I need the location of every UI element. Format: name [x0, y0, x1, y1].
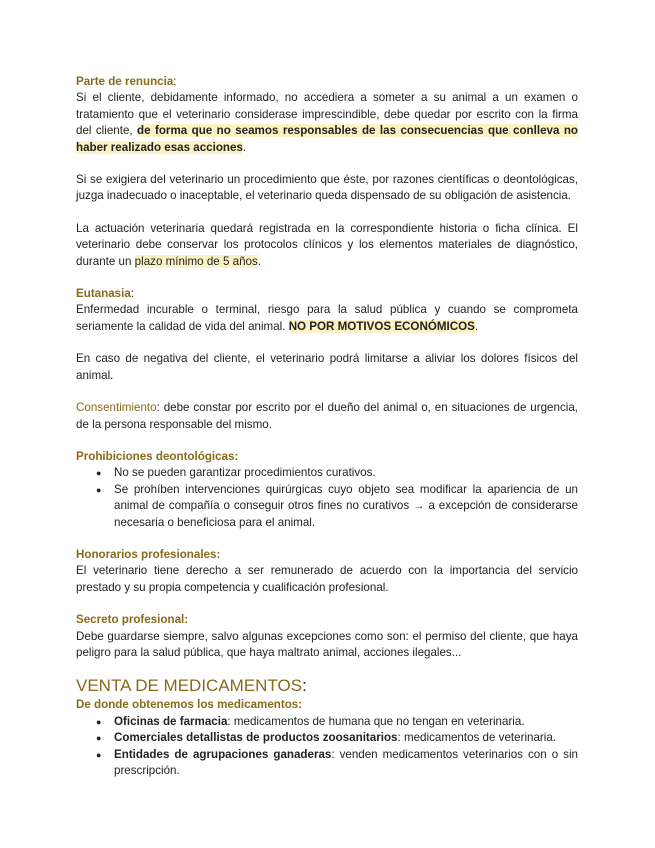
venta-list: [76, 714, 578, 780]
venta-title: VENTA DE MEDICAMENTOS:: [76, 676, 307, 696]
eutanasia-heading: Eutanasia:: [76, 287, 135, 301]
venta-subheading: De donde obtenemos los medicamentos:: [76, 698, 303, 712]
renuncia-paragraph-3: La actuación veterinaria quedará registrada en la correspondiente historia o ficha clínica. El veterinario debe conservar los protocolos clínicos y los elementos materiales de diagnóstico, durante un plazo mínimo de 5 años.: [76, 221, 578, 268]
eutanasia-paragraph-2: En caso de negativa del cliente, el veterinario podrá limitarse a aliviar los dolores físicos del animal.: [76, 352, 578, 382]
document-page: [76, 74, 578, 779]
list-item: ● Comerciales detallistas de productos zoosanitarios: medicamentos de veterinaria.: [96, 731, 557, 745]
renuncia-paragraph-2: Si se exigiera del veterinario un procedimiento que éste, por razones científicas o deontológicas, juzga inadecuado o inaceptable, el veterinario queda dispensado de su obligación de asistencia.: [76, 173, 578, 203]
consentimiento-paragraph: Consentimiento: debe constar por escrito por el dueño del animal o, en situaciones de urgencia, de la persona responsable del mismo.: [76, 401, 578, 431]
eutanasia-paragraph-1: Enfermedad incurable o terminal, riesgo para la salud pública y cuando se comprometa seriamente la calidad de vida del animal. NO POR MOTIVOS ECONÓMICOS.: [76, 303, 578, 333]
honorarios-heading: Honorarios profesionales:: [76, 547, 221, 561]
plazo-highlight: plazo mínimo de 5 años: [134, 254, 258, 268]
prohibiciones-list: [76, 465, 578, 531]
prohibiciones-heading: Prohibiciones deontológicas:: [76, 449, 239, 463]
eutanasia-highlight: NO POR MOTIVOS ECONÓMICOS: [288, 319, 475, 333]
list-item: ● No se pueden garantizar procedimientos curativos.: [96, 466, 376, 480]
list-item: ● Entidades de agrupaciones ganaderas: venden medicamentos veterinarios con o sin prescripción.: [96, 747, 578, 777]
list-item: ● Se prohíben intervenciones quirúrgicas cuyo objeto sea modificar la apariencia de un animal de compañía o conseguir otros fines no curativos → a excepción de considerarse necesaria o beneficiosa para el animal.: [96, 482, 578, 529]
secreto-heading: Secreto profesional:: [76, 613, 189, 627]
renuncia-highlight: de forma que no seamos responsables de las consecuencias que conlleva no haber realizado esas acciones: [76, 124, 578, 154]
list-item: ● Oficinas de farmacia: medicamentos de humana que no tengan en veterinaria.: [96, 714, 525, 728]
honorarios-paragraph: El veterinario tiene derecho a ser remunerado de acuerdo con la importancia del servicio prestado y su propia competencia y cualificación profesional.: [76, 564, 578, 594]
consentimiento-heading: Consentimiento: [76, 401, 157, 415]
secreto-paragraph: Debe guardarse siempre, salvo algunas excepciones como son: el permiso del cliente, que haya peligro para la salud pública, que haya maltrato animal, acciones ilegales...: [76, 629, 578, 659]
renuncia-paragraph-1: Si el cliente, debidamente informado, no accediera a someter a su animal a un examen o tratamiento que el veterinario considerase imprescindible, debe quedar por escrito con la firma del cliente, de forma que no seamos responsables de las consecuencias que conlleva no haber realizado esas acciones.: [76, 91, 578, 154]
renuncia-heading: Parte de renuncia:: [76, 75, 177, 88]
